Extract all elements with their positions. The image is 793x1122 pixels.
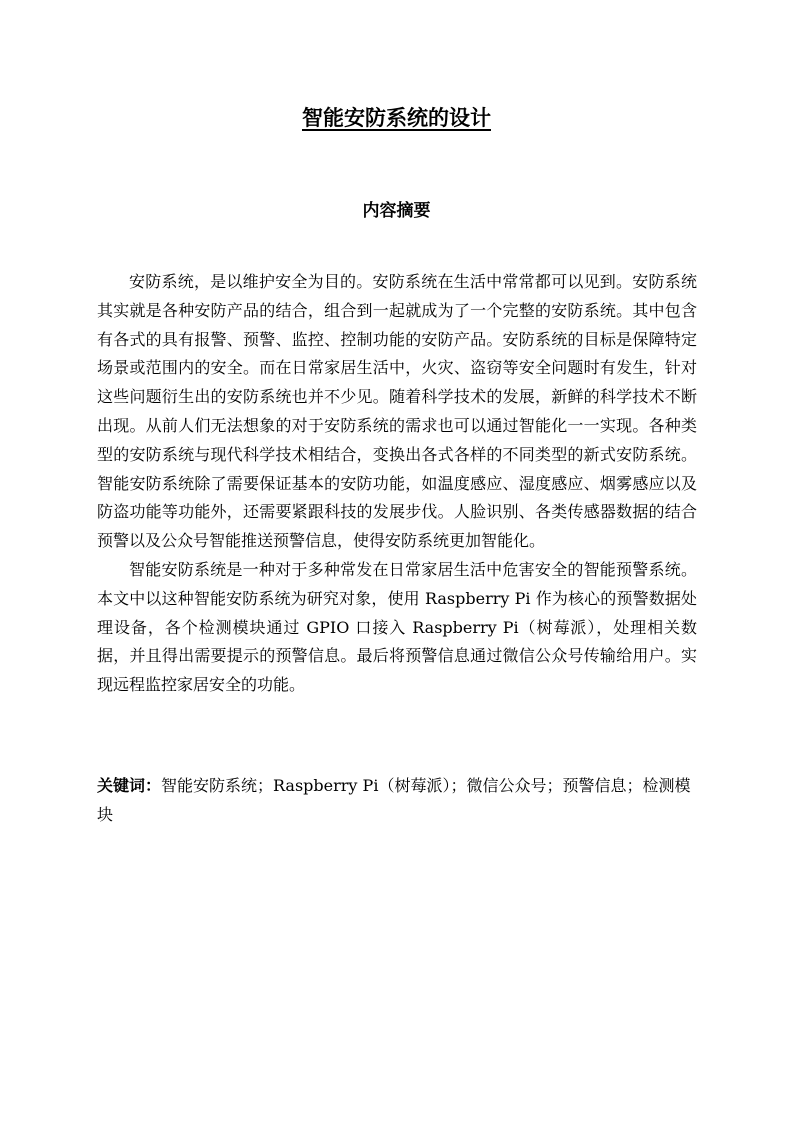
- document-title: [0, 100, 793, 136]
- abstract-heading: 内容摘要: [362, 201, 431, 221]
- abstract-paragraph-2: 智能安防系统是一种对于多种常发在日常家居生活中危害安全的智能预警系统。本文中以这种智能安防系统为研究对象，使用 Raspberry Pi 作为核心的预警数据处理设备，各个检测模块通过 GPIO 口接入 Raspberry Pi（树莓派），处理相关数据，并且得出需要提示的预警信息。最后将预警信息通过微信公众号传输给用户。实现远程监控家居安全的功能。: [97, 559, 697, 695]
- keywords-line: [97, 772, 697, 830]
- keywords-text: 智能安防系统；Raspberry Pi（树莓派）；微信公众号；预警信息；检测模块: [97, 776, 691, 824]
- document-title-text: 智能安防系统的设计: [302, 105, 491, 130]
- keywords-label: 关键词：: [97, 776, 162, 795]
- abstract-paragraph-1: 安防系统，是以维护安全为目的。安防系统在生活中常常都可以见到。安防系统其实就是各种安防产品的结合，组合到一起就成为了一个完整的安防系统。其中包含有各式的具有报警、预警、监控、控制功能的安防产品。安防系统的目标是保障特定场景或范围内的安全。而在日常家居生活中，火灾、盗窃等安全问题时有发生，针对这些问题衍生出的安防系统也并不少见。随着科学技术的发展，新鲜的科学技术不断出现。从前人们无法想象的对于安防系统的需求也可以通过智能化一一实现。各种类型的安防系统与现代科学技术相结合，变换出各式各样的不同类型的新式安防系统。智能安防系统除了需要保证基本的安防功能，如温度感应、湿度感应、烟雾感应以及防盗功能等功能外，还需要紧跟科技的发展步伐。人脸识别、各类传感器数据的结合预警以及公众号智能推送预警信息，使得安防系统更加智能化。: [97, 272, 697, 551]
- abstract-body: [97, 268, 697, 700]
